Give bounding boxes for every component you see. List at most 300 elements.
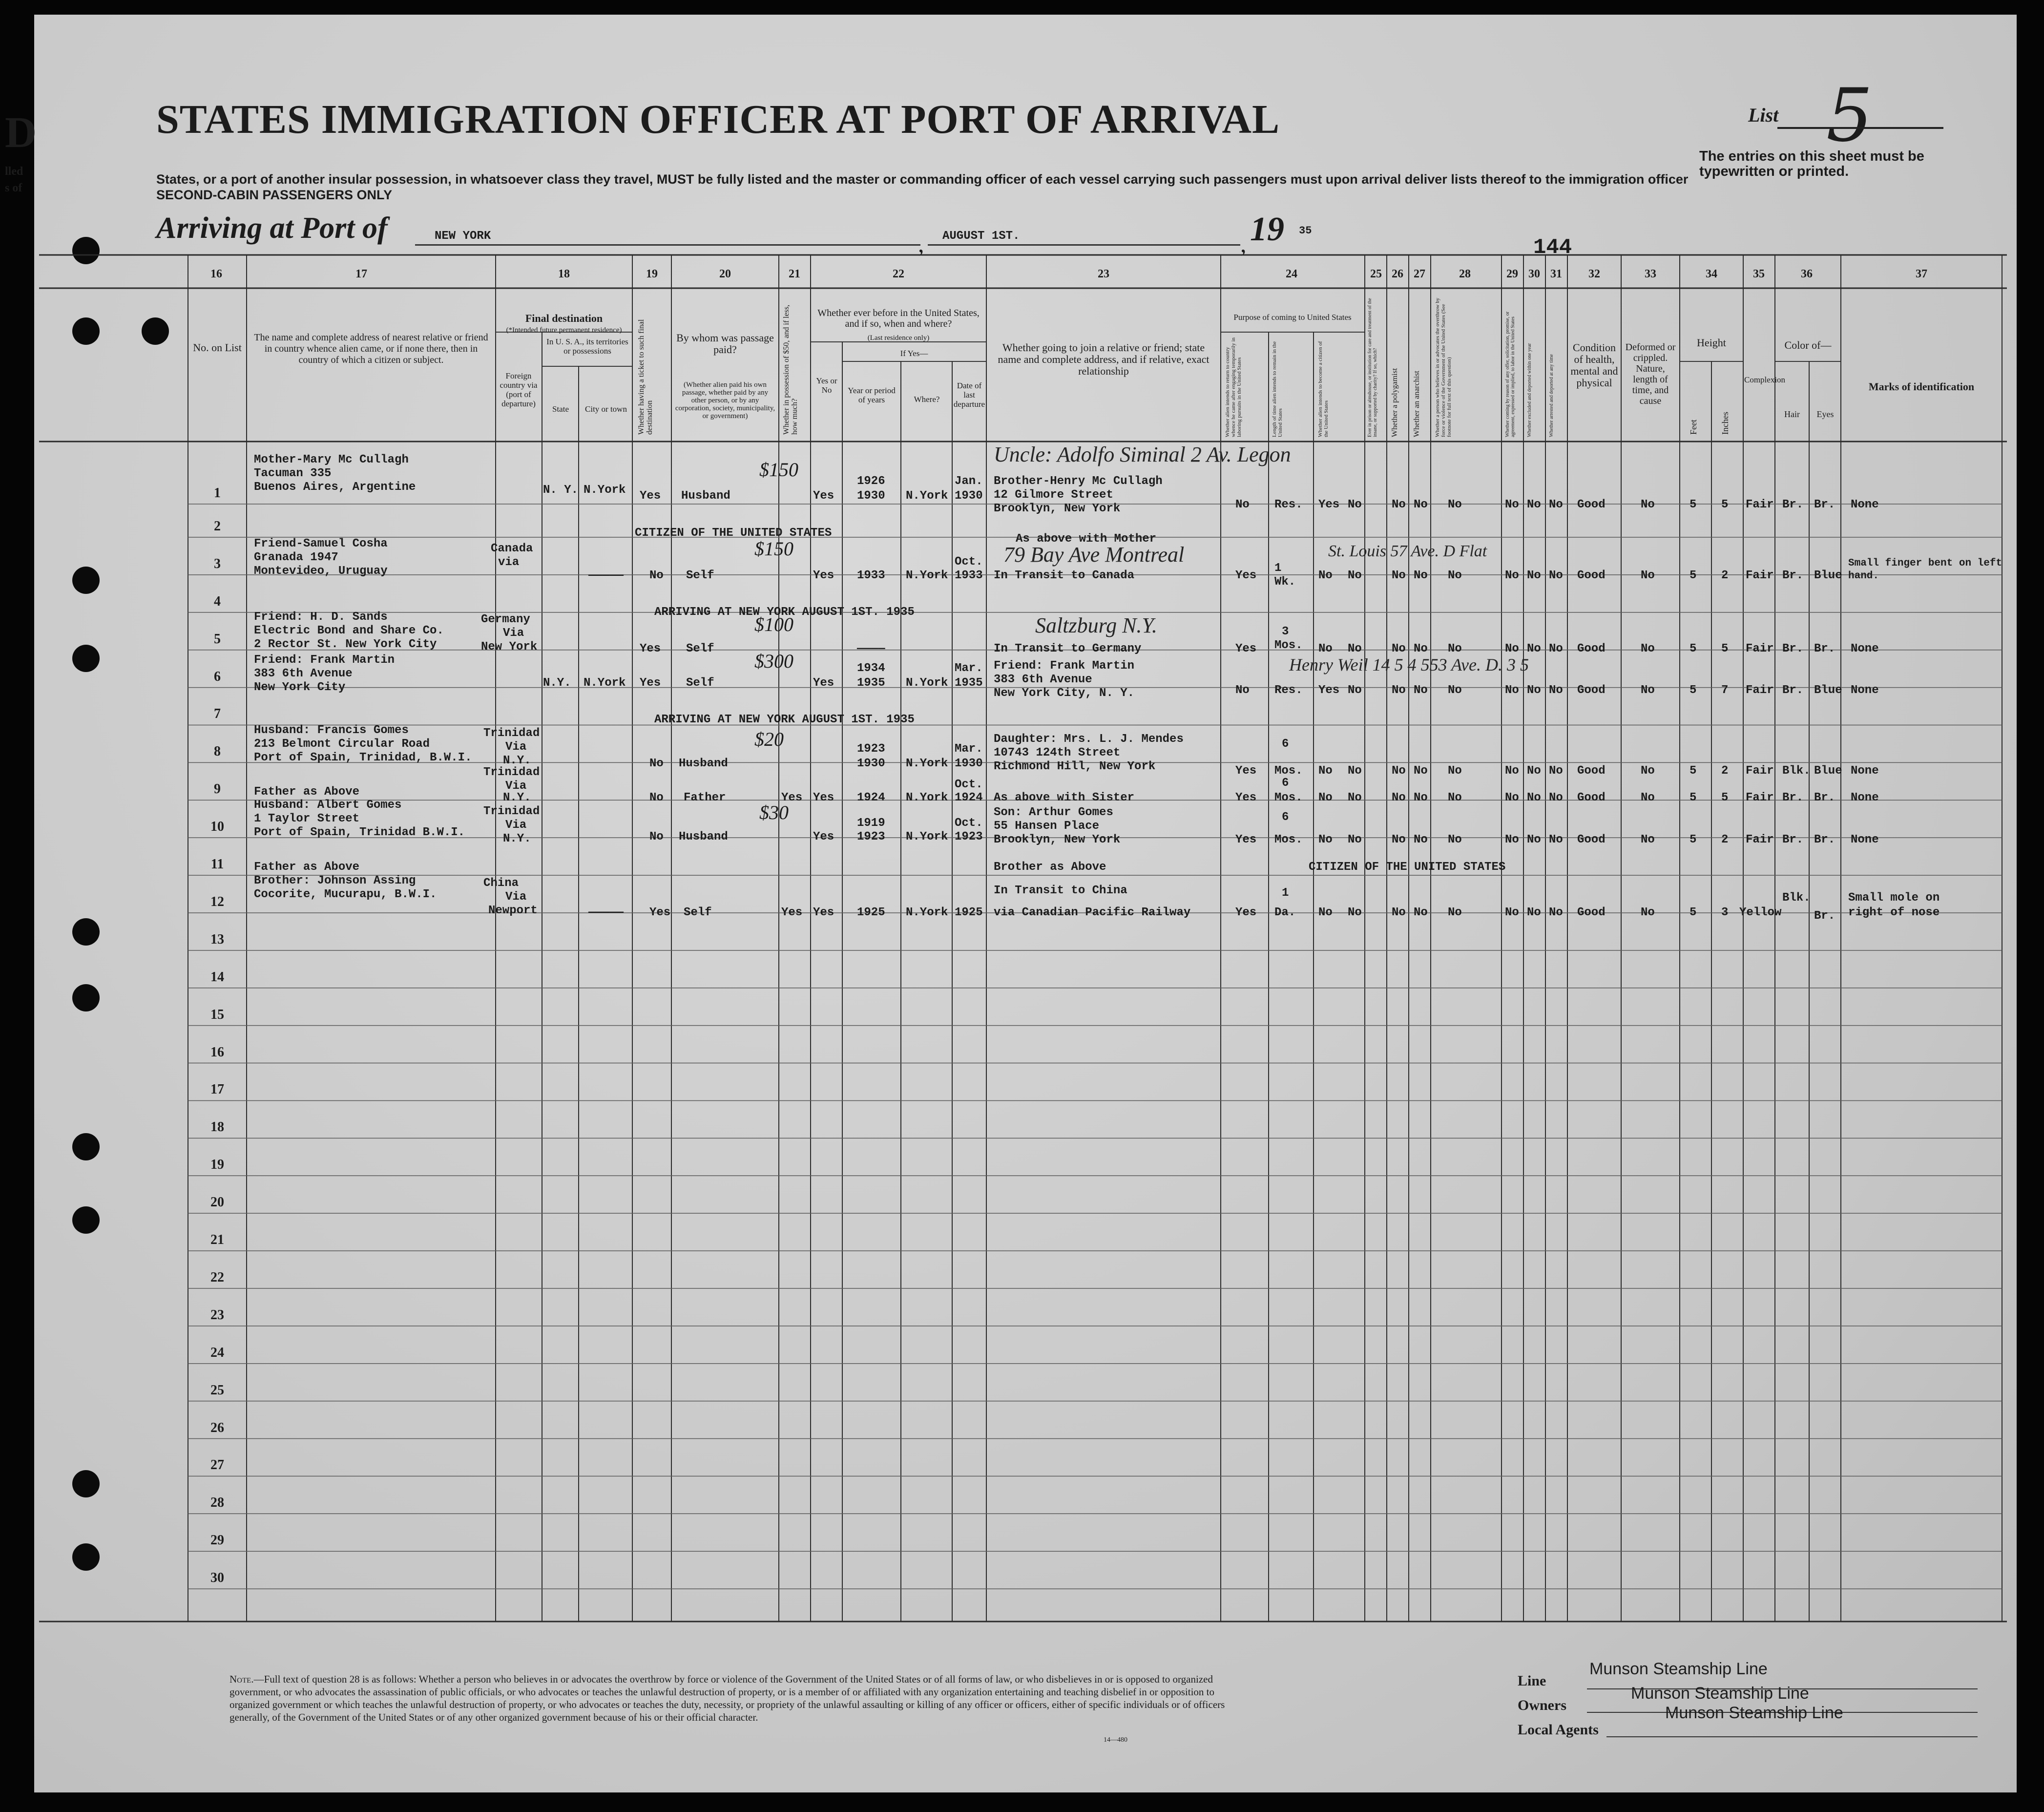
health: Good [1577, 791, 1606, 804]
subnote-line2: SECOND-CABIN PASSENGERS ONLY [156, 188, 393, 202]
joining: Daughter: Mrs. L. J. Mendes [994, 733, 1184, 746]
eyes: Br. [1814, 791, 1835, 804]
comma: , [918, 230, 924, 257]
health: Good [1577, 764, 1606, 778]
dest-city: ————— [588, 906, 624, 919]
prison: No [1348, 791, 1362, 804]
purpose-return: Yes [1235, 642, 1257, 655]
height-feet: 5 [1689, 642, 1697, 655]
joining: 12 Gilmore Street [994, 488, 1113, 502]
health: Good [1577, 906, 1606, 919]
page-number: 144 [1533, 235, 1572, 260]
column-number: 30 [1528, 268, 1540, 280]
header-in-usa: In U. S. A., its territories or possessions [546, 337, 628, 356]
purpose-length: Res. [1274, 498, 1303, 511]
list-number: 5 [1826, 73, 1873, 158]
prison: No [1348, 833, 1362, 846]
question-30: No [1527, 642, 1541, 655]
row-number: 27 [210, 1457, 224, 1473]
dest-city: ————— [588, 569, 624, 582]
health: Good [1577, 833, 1606, 846]
foreign-via: Via [505, 780, 527, 793]
header-question-28: Whether a person who believes in or advocates the overthrow by force or violence of the Government of the United States (See footnote for full text of this question) [1435, 297, 1452, 437]
column-number: 18 [558, 268, 570, 280]
question-31: No [1549, 569, 1563, 582]
column-number: 20 [719, 268, 731, 280]
eyes: Blue [1814, 684, 1842, 697]
anarchist: No [1414, 684, 1428, 697]
joining: As above with Sister [994, 791, 1135, 804]
question-29: No [1505, 833, 1519, 846]
deformed: No [1641, 764, 1655, 778]
header-deformed: Deformed or crippled. Nature, length of time, and cause [1625, 342, 1676, 406]
where-in-us: N.York [906, 489, 948, 503]
row-banner: CITIZEN OF THE UNITED STATES [635, 527, 832, 540]
question-29: No [1505, 906, 1519, 919]
money: $300 [754, 650, 793, 672]
header-foreign-country: Foreign country via (port of departure) [500, 371, 538, 408]
where-in-us: N.York [906, 830, 948, 843]
purpose-length: 3 [1282, 625, 1289, 638]
deformed: No [1641, 833, 1655, 846]
row-number: 12 [210, 894, 224, 909]
last-departure: Mar. [955, 662, 983, 675]
height-feet: 5 [1689, 569, 1697, 582]
relative-name: Friend-Samuel Cosha [254, 537, 388, 550]
prison: No [1348, 569, 1362, 582]
before-in-us: Yes [813, 569, 834, 582]
row-number: 6 [214, 669, 221, 684]
purpose-length: Mos. [1274, 764, 1303, 778]
money: $150 [754, 538, 793, 560]
foreign-via: Via [503, 627, 524, 640]
relative-address: Electric Bond and Share Co. [254, 624, 444, 637]
foreign-country: Canada [491, 542, 533, 555]
agents-value: Munson Steamship Line [1665, 1704, 1843, 1722]
line-value: Munson Steamship Line [1589, 1660, 1768, 1678]
anarchist: No [1414, 764, 1428, 778]
foreign-port: N.Y. [503, 754, 531, 767]
row-number: 16 [210, 1044, 224, 1060]
purpose-length: Res. [1274, 684, 1303, 697]
height-inches: 7 [1721, 684, 1729, 697]
question-30: No [1527, 906, 1541, 919]
year-value: 35 [1299, 225, 1312, 237]
purpose-return: Yes [1235, 833, 1257, 846]
foreign-port: Newport [488, 904, 538, 917]
row-number: 19 [210, 1157, 224, 1173]
height-feet: 5 [1689, 791, 1697, 804]
row-number: 3 [214, 556, 221, 571]
question-29: No [1505, 498, 1519, 511]
header-question-29: Whether coming by reason of any offer, solicitation, promise, or agreement, expressed or implied, to labor in the United States [1505, 311, 1516, 437]
header-ticket: Whether having a ticket to such final destination [637, 319, 654, 435]
row-number: 4 [214, 593, 221, 609]
where-in-us: N.York [906, 676, 948, 690]
relative-city: Port of Spain, Trinidad B.W.I. [254, 826, 465, 839]
row-number: 26 [210, 1420, 224, 1435]
hair: Br. [1782, 569, 1804, 582]
header-final-destination: Final destination [525, 312, 603, 324]
hair: Br. [1782, 833, 1804, 846]
question-31: No [1549, 791, 1563, 804]
column-number: 25 [1370, 268, 1382, 280]
years-in-us: 1933 [857, 569, 885, 582]
comma: , [1240, 230, 1247, 257]
height-inches: 3 [1721, 906, 1729, 919]
header-question-30: Whether excluded and deported within one year [1527, 343, 1532, 437]
complexion: Fair [1746, 498, 1774, 511]
last-departure: Oct. [955, 817, 983, 830]
foreign-via: Via [505, 819, 527, 832]
header-polygamist: Whether a polygamist [1391, 368, 1399, 437]
handwritten-note: Saltzburg N.Y. [1035, 613, 1157, 637]
header-if-yes: If Yes— [900, 349, 928, 358]
edge-text: lled [5, 165, 23, 178]
question-28: No [1448, 906, 1462, 919]
before-in-us: Yes [813, 676, 834, 690]
health: Good [1577, 498, 1606, 511]
years-in-us: 1923 [857, 830, 885, 843]
where-in-us: N.York [906, 569, 948, 582]
last-departure: 1925 [955, 906, 983, 919]
complexion: Fair [1746, 764, 1774, 778]
hair: Br. [1782, 642, 1804, 655]
foreign-via: via [498, 556, 520, 569]
header-anarchist: Whether an anarchist [1413, 371, 1421, 437]
hair: Blk. [1782, 764, 1811, 778]
deformed: No [1641, 684, 1655, 697]
paid-by: Self [686, 642, 714, 655]
row-number: 11 [210, 857, 224, 872]
purpose-citizen: No [1318, 833, 1333, 846]
header-city: City or town [585, 404, 627, 414]
last-departure: 1923 [955, 830, 983, 843]
joining: Brother-Henry Mc Cullagh [994, 475, 1163, 488]
prison: No [1348, 498, 1362, 511]
purpose-return: Yes [1235, 791, 1257, 804]
column-number: 17 [355, 268, 367, 280]
question-30: No [1527, 498, 1541, 511]
entries-note: The entries on this sheet must be typewritten or printed. [1699, 148, 1924, 179]
prison: No [1348, 642, 1362, 655]
polygamist: No [1392, 764, 1406, 778]
header-relative: The name and complete address of nearest relative or friend in country whence alien came, or if none there, then in country of which a citizen or subject. [254, 332, 488, 365]
marks: None [1851, 498, 1879, 511]
health: Good [1577, 684, 1606, 697]
polygamist: No [1392, 684, 1406, 697]
row-number: 30 [210, 1570, 224, 1586]
header-final-destination-sub: (*Intended future permanent residence) [506, 326, 622, 334]
relative-name: Friend: Frank Martin [254, 653, 395, 667]
joining: 383 6th Avenue [994, 673, 1092, 686]
ticket: No [649, 569, 664, 582]
height-inches: 5 [1721, 791, 1729, 804]
row-number: 18 [210, 1119, 224, 1135]
row-number: 15 [210, 1007, 224, 1022]
header-hair: Hair [1784, 409, 1800, 419]
purpose-return: Yes [1235, 906, 1257, 919]
header-before-in-us-sub: (Last residence only) [867, 334, 930, 342]
polygamist: No [1392, 906, 1406, 919]
relative-address: 383 6th Avenue [254, 667, 353, 680]
header-last-departure: Date of last departure [953, 381, 985, 409]
row-number: 9 [214, 781, 221, 797]
purpose-length: 6 [1282, 737, 1289, 751]
column-number: 22 [893, 268, 904, 280]
dest-city: N.York [584, 676, 626, 690]
relative-name: Mother-Mary Mc Cullagh [254, 453, 409, 466]
before-in-us: Yes [813, 791, 834, 804]
paid-by: Self [686, 676, 714, 690]
polygamist: No [1392, 642, 1406, 655]
years-in-us: 1926 [857, 475, 885, 488]
relative-city: Port of Spain, Trinidad, B.W.I. [254, 751, 472, 764]
ticket: Yes [649, 906, 671, 919]
where-in-us: N.York [906, 757, 948, 770]
column-number: 21 [789, 268, 800, 280]
money: $20 [754, 728, 784, 750]
money: Yes [781, 906, 803, 919]
column-number: 24 [1286, 268, 1297, 280]
complexion: Fair [1746, 833, 1774, 846]
ticket: No [649, 757, 664, 770]
purpose-citizen: No [1318, 791, 1333, 804]
height-inches: 5 [1721, 498, 1729, 511]
header-where: Where? [914, 395, 940, 404]
header-no-on-list: No. on List [193, 341, 242, 354]
dest-city: N.York [584, 484, 626, 497]
prison: No [1348, 906, 1362, 919]
row-number: 8 [214, 744, 221, 759]
row-number: 29 [210, 1533, 224, 1548]
port-value: NEW YORK [435, 230, 491, 243]
question-28: No [1448, 833, 1462, 846]
last-departure: Mar. [955, 742, 983, 756]
before-in-us: Yes [813, 830, 834, 843]
column-number: 34 [1706, 268, 1717, 280]
relative-address: Granada 1947 [254, 551, 338, 564]
purpose-citizen: No [1318, 569, 1333, 582]
page-title: STATES IMMIGRATION OFFICER AT PORT OF ARRIVAL [156, 97, 1280, 142]
paid-by: Self [686, 569, 714, 582]
prison: No [1348, 684, 1362, 697]
height-feet: 5 [1689, 684, 1697, 697]
marks: Small mole on [1848, 891, 1940, 905]
complexion: Fair [1746, 569, 1774, 582]
column-number: 23 [1098, 268, 1109, 280]
deformed: No [1641, 791, 1655, 804]
last-departure: Oct. [955, 778, 983, 791]
header-passage-paid: By whom was passage paid? [676, 332, 774, 356]
health: Good [1577, 569, 1606, 582]
column-number: 33 [1645, 268, 1656, 280]
money: $100 [754, 613, 793, 635]
anarchist: No [1414, 833, 1428, 846]
question-31: No [1549, 906, 1563, 919]
header-purpose-a: Whether alien intends to return to country whence he came after engaging temporarily in laboring pursuits in the United States [1225, 337, 1242, 437]
hair: Br. [1782, 791, 1804, 804]
column-number: 31 [1550, 268, 1562, 280]
relative-city: Cocorite, Mucurapu, B.W.I. [254, 888, 437, 901]
owners-label: Owners [1518, 1697, 1566, 1713]
question-28: No [1448, 498, 1462, 511]
subnote-line1: States, or a port of another insular possession, in whatsoever class they travel, MUST be fully listed and the master or commanding officer of each vessel carrying such passengers must upon arrival deliver lists thereof to the immigration officer [156, 172, 1689, 187]
purpose-length: 1 [1282, 886, 1289, 900]
row-number: 14 [210, 969, 224, 985]
hair: Br. [1782, 498, 1804, 511]
row-number: 2 [214, 519, 221, 534]
purpose-citizen: Yes [1318, 684, 1340, 697]
joining: via Canadian Pacific Railway [994, 906, 1191, 919]
row-number: 21 [210, 1232, 224, 1248]
last-departure: 1930 [955, 757, 983, 770]
ticket: Yes [640, 676, 661, 690]
height-feet: 5 [1689, 833, 1697, 846]
purpose-length: 6 [1282, 777, 1289, 790]
deformed: No [1641, 498, 1655, 511]
anarchist: No [1414, 791, 1428, 804]
row-number: 17 [210, 1082, 224, 1097]
list-label: List [1748, 104, 1779, 126]
row-banner: ARRIVING AT NEW YORK AUGUST 1ST. 1935 [654, 713, 915, 726]
money: $150 [759, 459, 798, 481]
foreign-port: N.Y. [503, 832, 531, 845]
marks: None [1851, 791, 1879, 804]
ticket: No [649, 830, 664, 843]
height-inches: 2 [1721, 569, 1729, 582]
purpose-length: Mos. [1274, 639, 1303, 652]
purpose-length: Da. [1274, 906, 1296, 919]
height-inches: 2 [1721, 764, 1729, 778]
years-in-us: ———— [857, 642, 885, 655]
edge-letter: D [5, 108, 37, 157]
relative-name: Friend: H. D. Sands [254, 611, 388, 624]
joining: Friend: Frank Martin [994, 659, 1135, 673]
purpose-citizen: No [1318, 642, 1333, 655]
row-number: 24 [210, 1345, 224, 1360]
marks: None [1851, 764, 1879, 778]
question-28: No [1448, 569, 1462, 582]
last-departure: Oct. [955, 555, 983, 569]
header-years: Year or period of years [848, 386, 896, 404]
year-prefix: 19 [1250, 211, 1284, 248]
header-money: Whether in possession of $50, and if less, how much? [782, 304, 799, 435]
polygamist: No [1392, 833, 1406, 846]
question-29: No [1505, 791, 1519, 804]
joining: 10743 124th Street [994, 746, 1121, 759]
joining: In Transit to Canada [994, 569, 1135, 582]
row-banner: ARRIVING AT NEW YORK AUGUST 1ST. 1935 [654, 606, 915, 619]
joining: Brooklyn, New York [994, 502, 1121, 515]
foreign-via: Via [505, 740, 527, 754]
joining: Brooklyn, New York [994, 833, 1121, 846]
question-31: No [1549, 833, 1563, 846]
header-eyes: Eyes [1816, 409, 1834, 419]
question-29: No [1505, 684, 1519, 697]
relative-city: 2 Rector St. New York City [254, 638, 437, 651]
header-question-31: Whether arrested and deported at any time [1549, 354, 1554, 437]
footnote-text: —Full text of question 28 is as follows: Whether a person who believes in or advocates the overthrow by force or violence of the Government of the United States or of all forms of law, or who disbelieves in or is opposed to organized government, or who advocates the assassination of public officials, or who advocates or teaches the unlawful destruction of property, or is a member of or affiliated with any organization entertaining and teaching disbelief in or opposition to organized government or which teaches the unlawful destruction of property, or who advocates or teaches the duty, necessity, or propriety of the unlawful assaulting or killing of any officer or officers, either of specific individuals or of officers generally, of the Government of the United States or of any other organized government because of his or their official character. [229, 1673, 1225, 1723]
anarchist: No [1414, 642, 1428, 655]
column-number: 26 [1392, 268, 1403, 280]
relative-city: Buenos Aires, Argentine [254, 481, 416, 494]
question-29: No [1505, 642, 1519, 655]
paid-by: Self [684, 906, 712, 919]
handwritten-note: 79 Bay Ave Montreal [1003, 543, 1185, 567]
row-number: 1 [214, 485, 221, 501]
last-departure: 1935 [955, 676, 983, 690]
purpose-length: Mos. [1274, 791, 1303, 804]
row-number: 5 [214, 631, 221, 647]
complexion: Fair [1746, 642, 1774, 655]
foreign-country: Trinidad [483, 766, 540, 779]
question-31: No [1549, 684, 1563, 697]
dest-state: N. Y. [543, 484, 579, 497]
column-number: 16 [210, 268, 222, 280]
header-purpose-b: Length of time alien intends to remain in the United States [1272, 341, 1283, 437]
eyes: Br. [1814, 833, 1835, 846]
column-number: 19 [646, 268, 658, 280]
last-departure: Jan. [955, 475, 983, 488]
edge-text: s of [5, 182, 22, 194]
anarchist: No [1414, 906, 1428, 919]
row-number: 7 [214, 706, 221, 722]
foreign-country: Trinidad [483, 805, 540, 818]
column-number: 37 [1916, 268, 1927, 280]
question-28: No [1448, 764, 1462, 778]
prison: No [1348, 764, 1362, 778]
purpose-return: Yes [1235, 764, 1257, 778]
years-in-us: 1919 [857, 817, 885, 830]
row-number: 13 [210, 931, 224, 947]
question-30: No [1527, 764, 1541, 778]
header-before-in-us: Whether ever before in the United States, and if so, when and where? [817, 308, 980, 329]
form-code: 14—480 [1104, 1736, 1127, 1744]
header-prison: Ever in prison or almshouse, or institution for care and treatment of the insane, or supported by charity? If so, which? [1367, 298, 1378, 437]
joining: As above with Mother [1016, 532, 1157, 546]
marks: None [1851, 684, 1879, 697]
handwritten-note: Uncle: Adolfo Siminal 2 Av. Legon [994, 442, 1291, 466]
question-30: No [1527, 684, 1541, 697]
header-purpose-c: Whether alien intends to become a citizen of the United States [1317, 341, 1329, 437]
deformed: No [1641, 569, 1655, 582]
ticket: No [649, 791, 664, 804]
purpose-citizen: Yes [1318, 498, 1340, 511]
eyes: Blue [1814, 764, 1842, 778]
handwritten-note: St. Louis 57 Ave. D Flat [1328, 542, 1487, 560]
column-number: 32 [1588, 268, 1600, 280]
question-30: No [1527, 791, 1541, 804]
relative-name: Father as Above [254, 861, 360, 874]
agents-label: Local Agents [1518, 1722, 1599, 1738]
marks: Small finger bent on left [1848, 558, 2002, 569]
purpose-return: No [1235, 498, 1250, 511]
eyes: Br. [1814, 642, 1835, 655]
relative-address: 213 Belmont Circular Road [254, 737, 430, 751]
row-number: 22 [210, 1269, 224, 1285]
handwritten-note: Henry Weil 14 5 4 553 Ave. D. 3 5 [1289, 655, 1529, 674]
joining: Brother as Above [994, 861, 1106, 874]
question-31: No [1549, 764, 1563, 778]
height-inches: 2 [1721, 833, 1729, 846]
column-number: 36 [1801, 268, 1813, 280]
polygamist: No [1392, 498, 1406, 511]
header-feet: Feet [1689, 420, 1698, 435]
ticket: Yes [640, 489, 661, 503]
ticket: Yes [640, 642, 661, 655]
years-in-us: 1924 [857, 791, 885, 804]
